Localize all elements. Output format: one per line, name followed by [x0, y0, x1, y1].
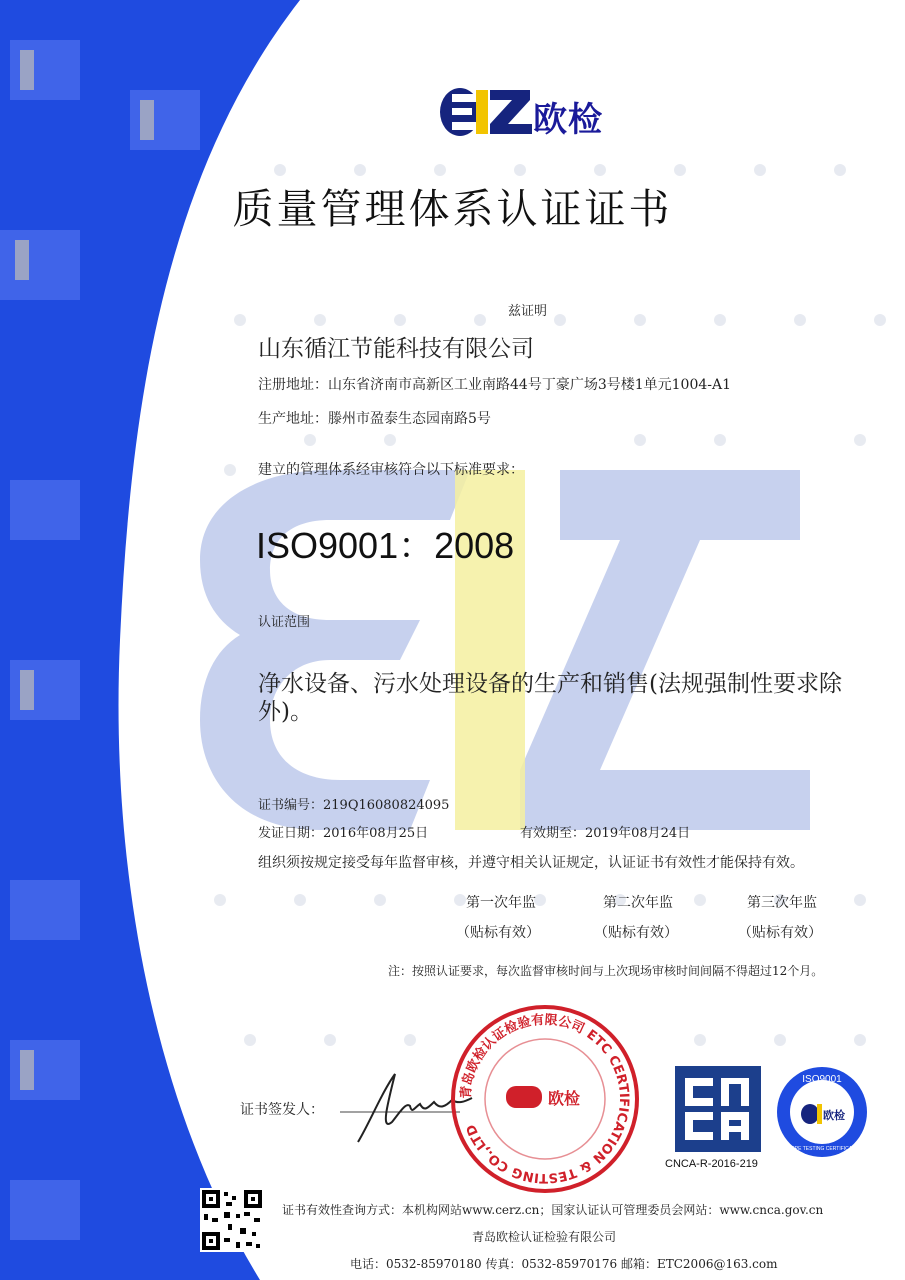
issuer-label: 证书签发人： [240, 1102, 324, 1118]
certificate-number: 证书编号：219Q16080824095 [258, 798, 450, 813]
validity-query: 证书有效性查询方式：本机构网站www.cerz.cn；国家认证认可管理委员会网站：www.cnca.gov.cn [282, 1203, 824, 1217]
audit-2-label: 第二次年监 [603, 895, 673, 911]
certificate-title: 质量管理体系认证证书 [232, 185, 673, 233]
audit-footnote: 注：按照认证要求，每次监督审核时间与上次现场审核时间间隔不得超过12个月。 [388, 964, 824, 978]
hereby-text: 兹证明 [508, 304, 548, 319]
scope-label: 认证范围 [258, 615, 311, 630]
certification-scope: 净水设备、污水处理设备的生产和销售(法规强制性要求除外)。 [258, 671, 842, 725]
cnca-logo-icon [675, 1066, 761, 1152]
svg-text:EUROPE TESTING CERTIFICATION: EUROPE TESTING CERTIFICATION [780, 1146, 864, 1152]
audit-3-status: （贴标有效） [738, 925, 822, 941]
company-seal [448, 1002, 642, 1196]
iso-standard: ISO9001：2008 [256, 525, 515, 566]
audit-1-label: 第一次年监 [466, 895, 536, 911]
brand-name: 欧检 [533, 100, 603, 140]
svg-text:欧检: 欧检 [548, 1089, 581, 1108]
maintenance-note: 组织须按规定接受每年监督审核，并遵守相关认证规定，认证证书有效性才能保持有效。 [258, 855, 804, 871]
iso-badge-icon [776, 1066, 868, 1158]
contact-info: 电话：0532-85970180 传真：0532-85970176 邮箱：ETC2006@163.com [350, 1257, 778, 1271]
audit-2-status: （贴标有效） [594, 925, 678, 941]
standard-intro: 建立的管理体系经审核符合以下标准要求： [258, 462, 524, 478]
cnca-code: CNCA-R-2016-219 [665, 1158, 758, 1170]
valid-until: 有效期至：2019年08月24日 [520, 826, 691, 841]
issue-date: 发证日期：2016年08月25日 [258, 826, 429, 841]
production-address: 生产地址：滕州市盈泰生态园南路5号 [258, 411, 491, 427]
svg-text:青岛欧检认证检验有限公司 ETC CERTIFICATION: 青岛欧检认证检验有限公司 ETC CERTIFICATION & TESTING CO.,LTD [458, 1012, 632, 1186]
registered-address: 注册地址：山东省济南市高新区工业南路44号丁豪广场3号楼1单元1004-A1 [258, 377, 732, 393]
issuing-organization: 青岛欧检认证检验有限公司 [472, 1230, 617, 1244]
svg-text:欧检: 欧检 [823, 1109, 845, 1122]
qr-code-icon [200, 1188, 264, 1252]
audit-3-label: 第三次年监 [747, 895, 817, 911]
audit-1-status: （贴标有效） [456, 925, 540, 941]
company-name: 山东循江节能科技有限公司 [258, 336, 534, 362]
svg-text:ISO9001: ISO9001 [802, 1074, 842, 1085]
